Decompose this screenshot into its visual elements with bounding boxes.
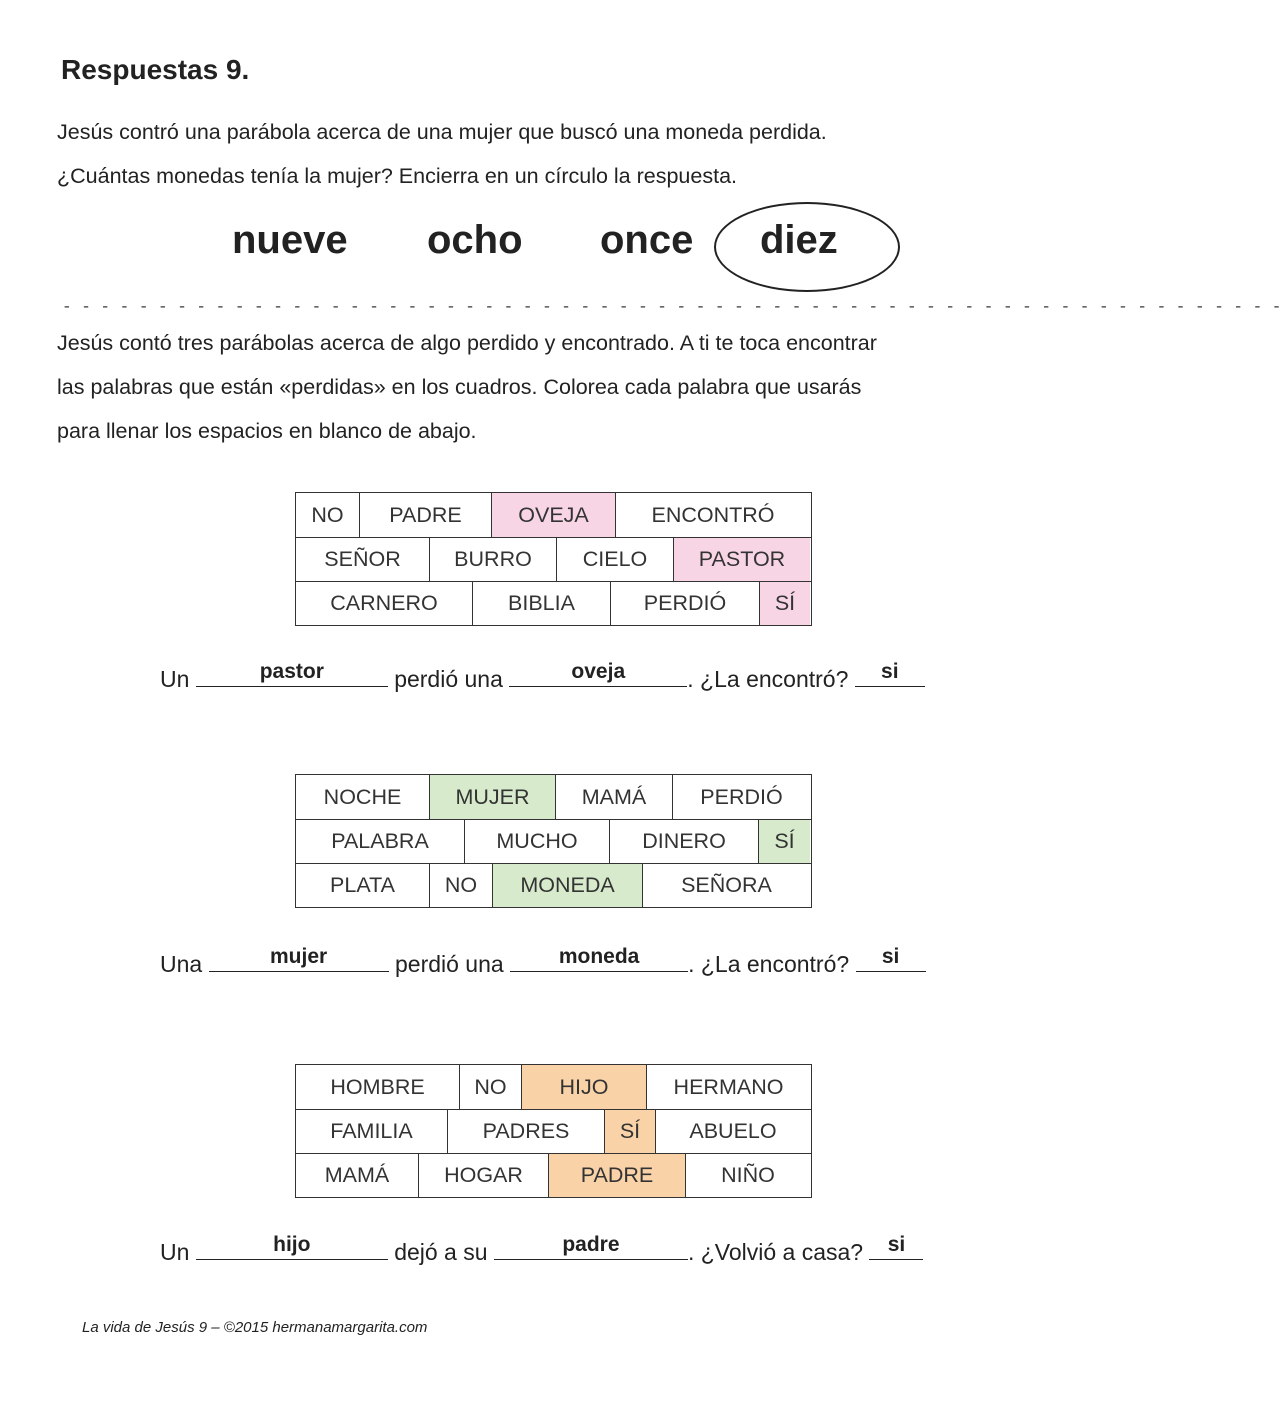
answer-blank[interactable]	[196, 1233, 388, 1260]
answer-blank[interactable]	[869, 1233, 923, 1260]
grid-cell[interactable]: MAMÁ	[324, 1163, 390, 1187]
answer-choices	[0, 218, 1088, 278]
answer-circle	[714, 202, 900, 292]
word-grid-2	[295, 774, 812, 908]
choice-4-circled[interactable]: diez	[760, 218, 838, 262]
choice-1[interactable]: nueve	[232, 218, 348, 262]
grid-cell[interactable]: NO	[459, 1065, 521, 1109]
grid-row	[296, 819, 811, 863]
grid-cell[interactable]: ENCONTRÓ	[615, 493, 810, 537]
answer-text: padre	[562, 1233, 620, 1256]
grid-cell[interactable]: PALABRA	[331, 829, 429, 853]
choice-3[interactable]: once	[600, 218, 694, 262]
grid-cell[interactable]: CARNERO	[330, 591, 438, 615]
grid-cell[interactable]: PADRES	[447, 1110, 604, 1153]
grid-cell[interactable]: NO	[311, 502, 344, 527]
sentence-question: . ¿La encontró?	[688, 951, 850, 977]
grid-row	[296, 1109, 811, 1153]
answer-text: oveja	[571, 660, 626, 683]
answer-text: pastor	[259, 660, 324, 683]
grid-cell[interactable]: MAMÁ	[555, 775, 672, 819]
grid-cell[interactable]: NO	[429, 864, 492, 907]
grid-cell[interactable]: SEÑORA	[642, 864, 810, 907]
grid-cell[interactable]: HOMBRE	[330, 1074, 425, 1099]
word-grid-1	[295, 492, 812, 626]
answer-text: si	[881, 945, 900, 968]
answer-blank[interactable]	[510, 945, 688, 972]
instructions-line-3: para llenar los espacios en blanco de abajo.	[57, 419, 477, 443]
grid-cell[interactable]: HERMANO	[646, 1065, 810, 1109]
sentence-word: perdió una	[394, 666, 503, 692]
sentence-word: perdió una	[394, 951, 504, 977]
choice-2[interactable]: ocho	[427, 218, 523, 262]
sentence-1	[160, 660, 925, 693]
grid-cell[interactable]: BURRO	[429, 538, 556, 581]
grid-cell[interactable]: ABUELO	[655, 1110, 810, 1153]
grid-cell[interactable]: FAMILIA	[330, 1119, 413, 1143]
grid-cell-highlighted[interactable]: PASTOR	[673, 538, 810, 581]
grid-row	[296, 493, 811, 537]
grid-cell[interactable]: PERDIÓ	[672, 775, 810, 819]
grid-row	[296, 537, 811, 581]
grid-cell[interactable]: CIELO	[556, 538, 673, 581]
word-grid-3	[295, 1064, 812, 1198]
answer-text: moneda	[558, 945, 640, 968]
grid-cell[interactable]: DINERO	[609, 820, 758, 863]
sentence-3	[160, 1233, 923, 1266]
grid-row	[296, 581, 811, 625]
grid-cell[interactable]: NIÑO	[685, 1154, 810, 1197]
grid-cell-highlighted[interactable]: MUJER	[429, 775, 555, 819]
instructions-text	[57, 321, 877, 453]
answer-blank[interactable]	[494, 1233, 688, 1260]
sentence-word: Un	[160, 1239, 190, 1265]
sentence-question: . ¿Volvió a casa?	[687, 1239, 864, 1265]
grid-cell-highlighted[interactable]: SÍ	[604, 1110, 655, 1153]
grid-row	[296, 863, 811, 907]
sentence-word: Un	[160, 666, 190, 692]
grid-cell[interactable]: PADRE	[359, 493, 491, 537]
answer-text: si	[887, 1233, 906, 1256]
grid-row	[296, 1153, 811, 1197]
page-title: Respuestas 9.	[61, 54, 250, 85]
sentence-word: dejó a su	[394, 1239, 488, 1265]
grid-cell-highlighted[interactable]: PADRE	[548, 1154, 685, 1197]
sentence-question: . ¿La encontró?	[687, 666, 849, 692]
grid-row	[296, 775, 811, 819]
grid-cell[interactable]: NOCHE	[323, 784, 402, 809]
grid-row	[296, 1065, 811, 1109]
grid-cell-highlighted[interactable]: SÍ	[759, 582, 810, 625]
instructions-line-1: Jesús contó tres parábolas acerca de algo perdido y encontrado. A ti te toca encontrar	[57, 331, 877, 355]
grid-cell[interactable]: PLATA	[330, 873, 395, 897]
grid-cell-highlighted[interactable]: HIJO	[521, 1065, 646, 1109]
answer-text: si	[881, 660, 899, 683]
grid-cell[interactable]: BIBLIA	[472, 582, 610, 625]
grid-cell-highlighted[interactable]: OVEJA	[491, 493, 615, 537]
answer-blank[interactable]	[856, 945, 926, 972]
grid-cell[interactable]: HOGAR	[418, 1154, 548, 1197]
dashed-separator: - - - - - - - - - - - - - - - - - - - - - - - - - - - - - - - - - - - - - - - - - - - - - - - - - - - - - - - - - - - - - - - -	[62, 298, 1281, 316]
footer-credit: La vida de Jesús 9 – ©2015 hermanamargarita.com	[82, 1319, 428, 1336]
answer-text: hijo	[273, 1233, 311, 1256]
answer-blank[interactable]	[509, 660, 687, 687]
instructions-line-2: las palabras que están «perdidas» en los cuadros. Colorea cada palabra que usarás	[57, 375, 862, 399]
grid-cell-highlighted[interactable]: SÍ	[758, 820, 810, 863]
answer-blank[interactable]	[209, 945, 389, 972]
intro-line-2: ¿Cuántas monedas tenía la mujer? Encierra en un círculo la respuesta.	[57, 164, 738, 188]
intro-line-1: Jesús contró una parábola acerca de una mujer que buscó una moneda perdida.	[57, 120, 827, 144]
intro-text	[57, 110, 827, 198]
answer-blank[interactable]	[196, 660, 388, 687]
sentence-word: Una	[160, 951, 203, 977]
grid-cell[interactable]: PERDIÓ	[610, 582, 759, 625]
grid-cell-highlighted[interactable]: MONEDA	[492, 864, 642, 907]
answer-text: mujer	[270, 945, 328, 968]
grid-cell[interactable]: MUCHO	[464, 820, 609, 863]
answer-blank[interactable]	[855, 660, 925, 687]
sentence-2	[160, 945, 926, 978]
grid-cell[interactable]: SEÑOR	[324, 547, 401, 571]
